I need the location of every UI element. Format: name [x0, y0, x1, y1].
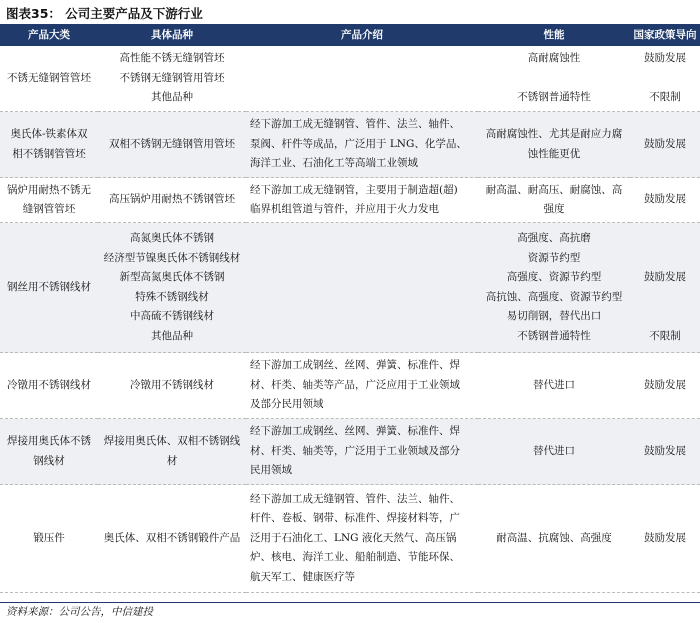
performance-cell — [478, 485, 630, 593]
category-text: 相不锈钢管管坯 — [12, 147, 86, 160]
performance-text: 高抗蚀、高强度、资源节约型 — [485, 290, 623, 303]
variety-text: 经济型节镍奥氏体不锈钢线材 — [103, 251, 241, 264]
policy-text: 鼓励发展 — [644, 193, 686, 206]
variety-text: 其他品种 — [151, 329, 193, 342]
performance-text: 高强度、高抗磨 — [517, 232, 591, 244]
policy-cell — [630, 46, 700, 112]
source-note: 资料来源：公司公告，中信建投 — [6, 606, 153, 618]
performance-text: 高耐腐蚀性 — [527, 52, 581, 64]
intro-cell — [246, 419, 478, 485]
performance-text: 蚀性能更优 — [527, 147, 581, 160]
intro-text: 材、杆类、轴类等，广泛用于工业领域及部分 — [250, 444, 460, 457]
policy-text: 鼓励发展 — [644, 378, 686, 391]
policy-cell — [630, 419, 700, 485]
intro-cell — [246, 46, 478, 112]
header-variety: 具体品种 — [98, 26, 246, 46]
intro-text: 海洋工业、石油化工等高端工业领域 — [250, 157, 418, 170]
intro-text: 经下游加工成无缝钢管、管件、法兰、轴件、 — [250, 492, 460, 505]
performance-text: 高耐腐蚀性、尤其是耐应力腐 — [485, 128, 623, 140]
variety-cell — [98, 353, 246, 419]
intro-cell — [246, 353, 478, 419]
category-text: 钢线材 — [33, 454, 65, 467]
intro-text: 经下游加工成无缝钢管，主要用于制造超(超) — [250, 183, 458, 196]
performance-text: 替代进口 — [533, 378, 575, 391]
variety-cell — [98, 223, 246, 353]
performance-text: 耐高温、抗腐蚀、高强度 — [496, 531, 612, 544]
performance-text: 高强度、资源节约型 — [506, 271, 602, 283]
performance-cell — [478, 353, 630, 419]
header-policy: 国家政策导向 — [630, 26, 700, 46]
header-intro: 产品介绍 — [246, 26, 478, 46]
policy-text: 鼓励发展 — [644, 271, 686, 283]
policy-text: 鼓励发展 — [644, 137, 686, 150]
variety-cell — [98, 112, 246, 178]
intro-text: 航天军工、健康医疗等 — [250, 570, 355, 583]
intro-text: 泵阀、杆件等成品，广泛用于 LNG、化学品、 — [250, 137, 467, 150]
performance-text: 替代进口 — [533, 444, 575, 457]
intro-cell — [246, 485, 478, 593]
variety-cell — [98, 419, 246, 485]
intro-text: 杆件、卷板、钢带、标准件、焊接材料等，广 — [250, 512, 460, 525]
category-cell — [0, 112, 98, 178]
performance-text: 强度 — [543, 203, 565, 215]
intro-text: 泛用于石油化工、LNG 液化天然气、高压锅 — [250, 531, 457, 544]
category-text: 不锈无缝钢管管坯 — [7, 71, 91, 84]
variety-text: 不锈钢无缝钢管用管坯 — [119, 71, 225, 84]
category-text: 奥氏体-铁素体双 — [10, 128, 88, 140]
performance-text: 不锈钢普通特性 — [517, 329, 591, 342]
policy-text: 鼓励发展 — [644, 444, 686, 457]
policy-text: 不限制 — [649, 329, 681, 342]
variety-text: 奥氏体、双相不锈钢锻件产品 — [103, 531, 241, 544]
intro-cell — [246, 112, 478, 178]
performance-cell — [478, 112, 630, 178]
table-row — [0, 178, 700, 223]
policy-text: 鼓励发展 — [644, 52, 686, 64]
table-row — [0, 223, 700, 353]
performance-cell — [478, 46, 630, 112]
variety-text: 双相不锈钢无缝钢管用管坯 — [109, 137, 235, 150]
category-text: 焊接用奥氏体不锈 — [7, 435, 91, 447]
intro-text: 经下游加工成钢丝、丝网、弹簧、标准件、焊 — [250, 359, 460, 372]
variety-text: 高氮奥氏体不锈钢 — [130, 232, 214, 244]
category-text: 钢丝用不锈钢线材 — [7, 280, 91, 293]
intro-text: 经下游加工成钢丝、丝网、弹簧、标准件、焊 — [250, 425, 460, 438]
category-cell — [0, 353, 98, 419]
category-cell — [0, 46, 98, 112]
intro-text: 炉、核电、海洋工业、船舶制造、节能环保、 — [250, 551, 460, 564]
category-cell — [0, 178, 98, 223]
table-row — [0, 46, 700, 112]
header-performance: 性能 — [478, 26, 630, 46]
policy-cell — [630, 112, 700, 178]
category-text: 锅炉用耐热不锈无 — [7, 183, 91, 196]
intro-text: 经下游加工成无缝钢管、管件、法兰、轴件、 — [250, 118, 460, 131]
table-row — [0, 112, 700, 178]
performance-text: 不锈钢普通特性 — [517, 91, 591, 103]
variety-text: 焊接用奥氏体、双相不锈钢线 — [103, 435, 241, 447]
variety-text: 高性能不锈无缝钢管坯 — [119, 52, 225, 64]
category-text: 冷镦用不锈钢线材 — [7, 378, 91, 391]
policy-cell — [630, 485, 700, 593]
table-header-row — [0, 26, 700, 46]
figure-title: 图表35： 公司主要产品及下游行业 — [6, 6, 203, 21]
variety-cell — [98, 178, 246, 223]
intro-text: 材、杆类、轴类等产品，广泛应用于工业领域 — [250, 378, 460, 391]
performance-text: 耐高温、耐高压、耐腐蚀、高 — [485, 183, 623, 196]
variety-cell — [98, 485, 246, 593]
policy-cell — [630, 223, 700, 353]
variety-text: 中高硫不锈钢线材 — [130, 310, 214, 322]
intro-text: 及部分民用领域 — [250, 398, 324, 411]
variety-text: 其他品种 — [151, 91, 193, 103]
policy-text: 不限制 — [649, 91, 681, 103]
header-category: 产品大类 — [0, 26, 98, 46]
variety-text: 材 — [166, 454, 178, 467]
policy-cell — [630, 353, 700, 419]
variety-cell — [98, 46, 246, 112]
intro-text: 民用领域 — [250, 464, 292, 477]
variety-text: 新型高氮奥氏体不锈钢 — [119, 271, 225, 283]
table-row — [0, 353, 700, 419]
category-text: 缝钢管管坯 — [22, 203, 76, 215]
variety-text: 特殊不锈钢线材 — [135, 290, 209, 303]
variety-text: 高压锅炉用耐热不锈钢管坯 — [109, 193, 235, 206]
performance-cell — [478, 223, 630, 353]
performance-text: 资源节约型 — [527, 251, 581, 264]
performance-cell — [478, 419, 630, 485]
policy-text: 鼓励发展 — [644, 531, 686, 544]
category-cell — [0, 485, 98, 593]
table-row — [0, 485, 700, 593]
variety-text: 冷镦用不锈钢线材 — [130, 378, 214, 391]
category-cell — [0, 419, 98, 485]
policy-cell — [630, 178, 700, 223]
performance-cell — [478, 178, 630, 223]
intro-cell — [246, 178, 478, 223]
products-table — [0, 26, 700, 593]
performance-text: 易切削钢，替代出口 — [506, 310, 602, 322]
table-row — [0, 419, 700, 485]
intro-cell — [246, 223, 478, 353]
category-text: 锻压件 — [33, 531, 65, 544]
category-cell — [0, 223, 98, 353]
intro-text: 临界机组管道与管件，并应用于火力发电 — [250, 203, 439, 215]
